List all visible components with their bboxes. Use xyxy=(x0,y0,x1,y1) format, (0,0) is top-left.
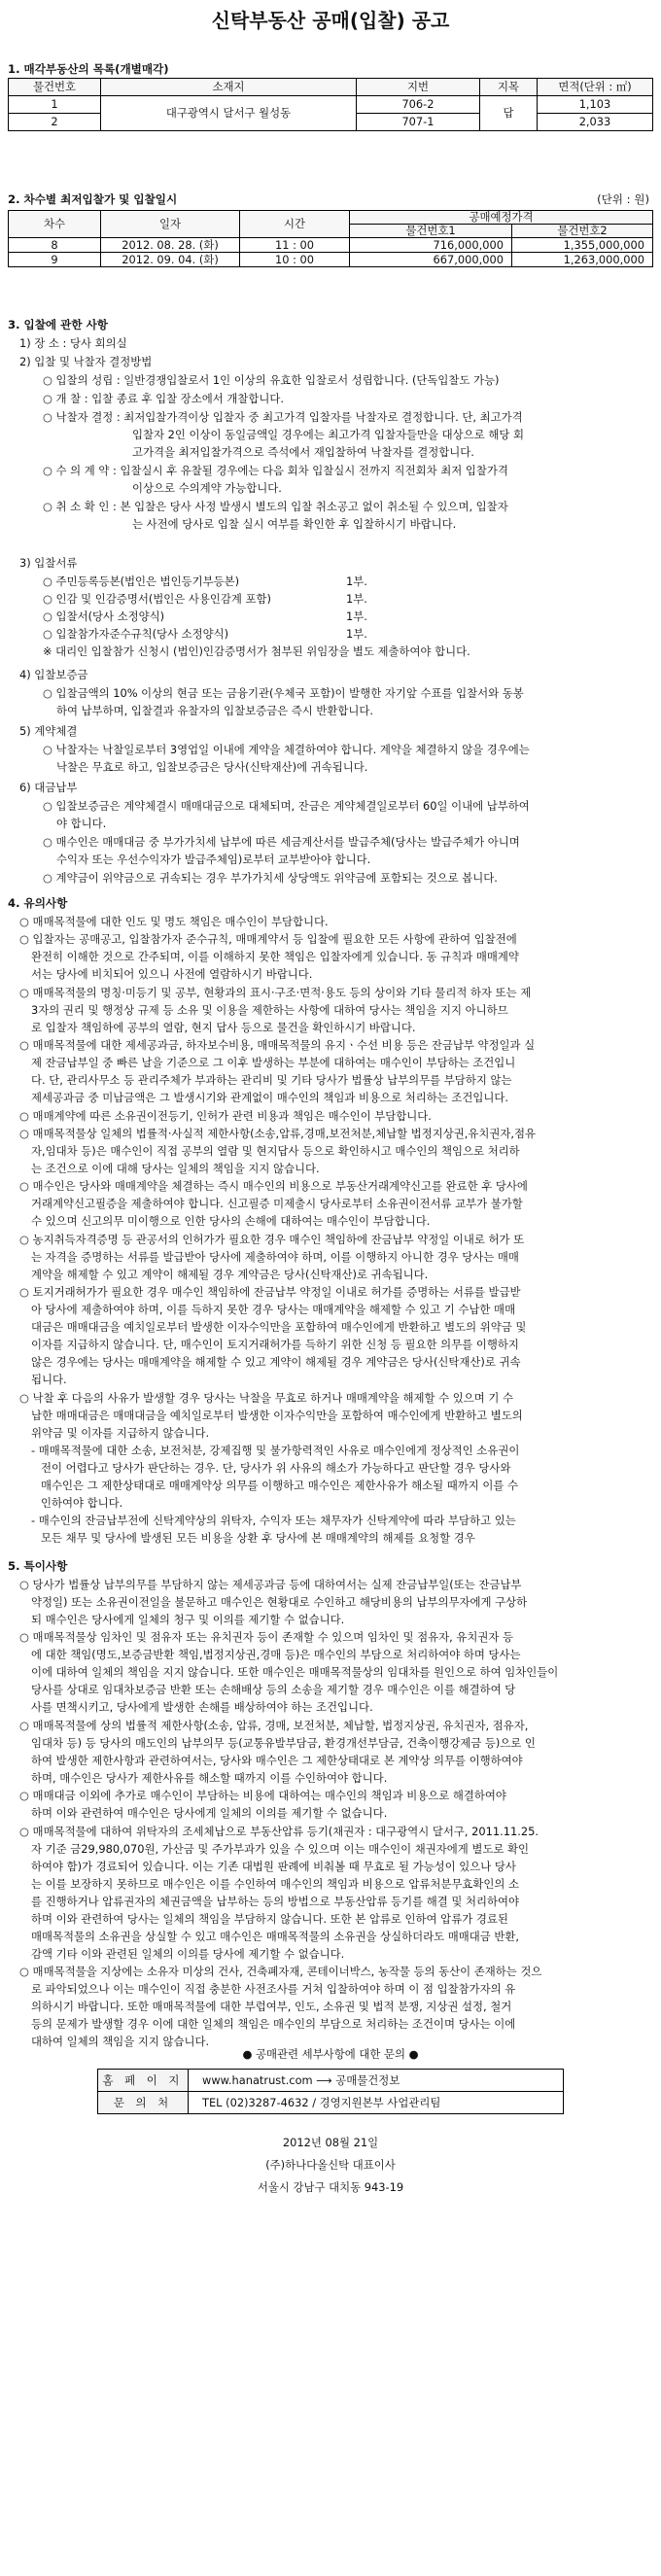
notice-line: 하며, 매수인은 당사가 제한사유를 해소할 때까지 이를 수인하여야 합니다. xyxy=(31,1770,388,1785)
notice-line: ○ 매매목적물상 일체의 법률적·사실적 제한사항(소송,압류,경매,보전처분,체납할 법정지상권,유치권자,점유 xyxy=(19,1127,536,1140)
price-2: 1,263,000,000 xyxy=(512,253,653,267)
notice-line: 자,임대차 등)은 매수인이 직접 공부의 열람 및 현지답사 등으로 확인하시고 매수인의 책임으로 처리하 xyxy=(31,1144,520,1158)
header-item-no: 물건번호 xyxy=(9,79,101,96)
rule-cancel-cont: 는 사전에 당사로 입찰 실시 여부를 확인한 후 입찰하시기 바랍니다. xyxy=(132,517,457,531)
notice-line: 약정일) 또는 소유권이전일을 불문하고 매수인은 현황대로 수인하고 해당비용의 납부의무자에게 구상하 xyxy=(31,1595,528,1609)
contract-heading: 5) 계약체결 xyxy=(19,724,78,738)
notice-line: 사를 면책시키고, 당사에게 발생한 손해를 배상하여야 하는 조건입니다. xyxy=(31,1700,373,1715)
method-heading: 2) 입찰 및 낙찰자 결정방법 xyxy=(19,355,153,368)
notice-line: ○ 매매목적물의 명칭·미등기 및 공부, 현황과의 표시·구조·면적·용도 등의 상이와 기타 물리적 하자 또는 제 xyxy=(19,985,532,999)
homepage-link[interactable]: www.hanatrust.com ⟶ 공매물건정보 xyxy=(189,2070,564,2092)
notice-line: - 매매목적물에 대한 소송, 보전처분, 강제집행 및 불가항력적인 사유로 매수인에게 정상적인 소유권이 xyxy=(31,1443,520,1457)
notice-line: 감액 기타 이와 관련된 일체의 이의를 당사에 제기할 수 없습니다. xyxy=(31,1946,345,1961)
notice-line: 는 이를 보장하지 못하므로 매수인은 이를 수인하여 매수인의 책임과 비용으로 압류처분무효확인의 소 xyxy=(31,1876,519,1891)
lot: 707-1 xyxy=(357,114,480,131)
notice-line: ○ 매매목적물에 대하여 위탁자의 조세체납으로 부동산압류 등기(채권자 : 대구광역시 달서구, 2011.11.25. xyxy=(19,1824,539,1838)
notice-line: - 매수인의 잔금납부전에 신탁계약상의 위탁자, 수익자 또는 채무자가 신탁계약에 따라 부담하고 있는 xyxy=(31,1513,516,1527)
notice-line: 전이 어렵다고 당사가 판단하는 경우. 단, 당사가 위 사유의 해소가 가능하다고 판단할 경우 당사와 xyxy=(41,1460,511,1475)
payment-text: ○ 계약금이 위약금으로 귀속되는 경우 부가가치세 상당액도 위약금에 포함되는 것으로 봅니다. xyxy=(43,871,498,885)
notice-line: ○ 당사가 법률상 납부의무를 부담하지 않는 제세공과금 등에 대하여서는 실제 잔금납부일(또는 잔금납부 xyxy=(19,1578,522,1591)
notice-line: 매매목적물의 소유권을 상실할 수 있고 매수인은 매매목적물의 소유권을 상실하더라도 매매대금 반환, xyxy=(31,1929,519,1943)
homepage-label: 홈 페 이 지 xyxy=(98,2070,189,2092)
payment-text-cont: 야 합니다. xyxy=(56,817,107,830)
document-item: ○ 입찰서(당사 소정양식) xyxy=(43,609,165,623)
notice-line: ○ 토지거래허가가 필요한 경우 매수인 책임하에 잔금납부 약정일 이내로 허가를 증명하는 서류를 발급받 xyxy=(19,1285,521,1300)
rule-private-contract-cont: 이상으로 수의계약 가능합니다. xyxy=(132,481,282,495)
notice-line: 당사를 상대로 임대차보증금 반환 또는 손해배상 등의 소송을 제기할 경우 매수인은 이를 해결하여 당 xyxy=(31,1683,516,1697)
table-row xyxy=(9,238,653,253)
item-no: 1 xyxy=(9,96,101,114)
rule-winner-cont: 입찰자 2인 이상이 동일금액일 경우에는 최고가격 입찰자들만을 대상으로 해당 회 xyxy=(132,428,524,441)
company-address: 서울시 강남구 대치동 943-19 xyxy=(257,2180,404,2194)
notice-line: 됩니다. xyxy=(31,1373,67,1387)
notice-line: 다. 단, 관리사무소 등 관리주체가 부과하는 관리비 및 기타 당사가 법률상 납부의무를 부담하지 않는 xyxy=(31,1073,512,1088)
notice-line: ○ 입찰자는 공매공고, 입찰참가자 준수규칙, 매매계약서 등 입찰에 필요한 모든 사항에 관하여 입찰전에 xyxy=(19,932,517,947)
notice-line: ○ 매수인은 당사와 매매계약을 체결하는 즉시 매수인의 비용으로 부동산거래계약신고를 완료한 후 당사에 xyxy=(19,1179,528,1194)
notice-line: ○ 농지취득자격증명 등 관공서의 인허가가 필요한 경우 매수인 책임하에 잔금납부 약정일 이내로 허가 또 xyxy=(19,1232,525,1246)
contact-value: TEL (02)3287-4632 / 경영지원본부 사업관리팀 xyxy=(189,2092,564,2114)
table-row xyxy=(9,253,653,267)
notice-line: 하며 이와 관련하여 매수인은 당사에게 일체의 이의를 제기할 수 없습니다. xyxy=(31,1806,388,1821)
notice-line: 제세공과금 중 미납금액은 그 발생시기와 관계없이 매수인의 책임과 비용으로 처리하는 조건입니다. xyxy=(31,1091,508,1105)
notice-line: 로 입찰자 책임하에 공부의 열람, 현지 답사 등으로 물건을 확인하시기 바랍니다. xyxy=(31,1020,416,1034)
deposit-text: ○ 입찰금액의 10% 이상의 현금 또는 금융기관(우체국 포함)이 발행한 자기앞 수표를 입찰서와 동봉 xyxy=(43,686,524,700)
header-land-type: 지목 xyxy=(480,79,538,96)
document-qty: 1부. xyxy=(346,592,367,606)
notice-line: 이자를 지급하지 않습니다. 단, 매수인이 토지거래허가를 득하기 위한 신청 등 필요한 의무를 이행하지 xyxy=(31,1338,519,1352)
document-item: ○ 주민등록등본(법인은 법인등기부등본) xyxy=(43,574,240,588)
notice-line: 완전히 이해한 것으로 간주되며, 이를 이해하지 못한 책임은 입찰자에게 있습니다. 동 규칙과 매매계약 xyxy=(31,950,519,964)
rule-winner: ○ 낙찰자 결정 : 최저입찰가격이상 입찰자 중 최고가격 입찰자를 낙찰자로 결정합니다. 단, 최고가격 xyxy=(43,410,523,424)
notice-line: 자 기준 금29,980,070원, 가산금 및 주가부과가 있을 수 있으며 이는 매수인이 채권자에게 별도로 확인 xyxy=(31,1841,530,1856)
location: 대구광역시 달서구 월성동 xyxy=(101,96,357,131)
notice-line: 하며 이와 관련하여 당사는 일체의 책임을 부담하지 않습니다. 또한 본 압류로 인하여 압류가 경료된 xyxy=(31,1911,508,1926)
payment-heading: 6) 대금납부 xyxy=(19,781,78,794)
round: 9 xyxy=(9,253,101,267)
header-item-2: 물건번호2 xyxy=(512,225,653,238)
property-list-table xyxy=(8,78,653,131)
notice-line: 매수인은 그 제한상태대로 매매계약상 의무를 이행하고 매수인은 제한사유가 해소될 때까지 이를 수 xyxy=(41,1478,518,1492)
notice-line: ○ 매매목적물에 대한 인도 및 명도 책임은 매수인이 부담합니다. xyxy=(19,915,329,928)
header-lot: 지번 xyxy=(357,79,480,96)
time: 11 : 00 xyxy=(240,238,350,253)
lot: 706-2 xyxy=(357,96,480,114)
rule-cancel: ○ 취 소 확 인 : 본 입찰은 당사 사정 발생시 별도의 입찰 취소공고 없이 취소될 수 있으며, 입찰자 xyxy=(43,500,508,513)
price-1: 667,000,000 xyxy=(350,253,512,267)
rule-opening: ○ 개 찰 : 입찰 종료 후 입찰 장소에서 개찰합니다. xyxy=(43,392,285,405)
notice-line: ○ 매매대금 이외에 추가로 매수인이 부담하는 비용에 대하여는 매수인의 책임과 비용으로 해결하여야 xyxy=(19,1789,506,1803)
contract-text: ○ 낙찰자는 낙찰일로부터 3영업일 이내에 계약을 체결하여야 합니다. 계약을 체결하지 않을 경우에는 xyxy=(43,743,530,756)
notice-line: 않은 경우에는 당사는 매매계약을 해제할 수 있고 계약이 해제될 경우 계약금은 당사(신탁재산)로 귀속 xyxy=(31,1355,521,1370)
payment-text: ○ 매수인은 매매대금 중 부가가치세 납부에 따른 세금계산서를 발급주체(당사는 발급주체가 아니며 xyxy=(43,835,520,849)
notice-line: 계약을 해제할 수 있고 계약이 해제될 경우 계약금은 당사(신탁재산)로 귀속됩니다. xyxy=(31,1267,429,1281)
notice-line: 아 당사에 제출하여야 하며, 이를 득하지 못한 경우 당사는 매매계약을 해제할 수 있고 기 수납한 매매 xyxy=(31,1303,516,1317)
notice-line: 에 대한 책임(명도,보증금반환 책임,법정지상권,경매 등)은 매수인의 부담으로 처리하여야 하며 당사는 xyxy=(31,1648,521,1662)
notice-line: 수 있으며 신고의무 미이행으로 인한 당사의 손해에 대하여는 매수인이 부담합니다. xyxy=(31,1214,431,1229)
contract-text-cont: 낙찰은 무효로 하고, 입찰보증금은 당사(신탁재산)에 귀속됩니다. xyxy=(56,760,368,774)
document-item: ○ 인감 및 인감증명서(법인은 사용인감계 포함) xyxy=(43,592,271,606)
header-date: 일자 xyxy=(101,211,240,238)
round: 8 xyxy=(9,238,101,253)
header-area: 면적(단위 : ㎡) xyxy=(538,79,653,96)
notice-line: 모든 채무 및 당사에 발생된 모든 비용을 상환 후 당사에 본 매매계약의 해제를 요청할 경우 xyxy=(41,1530,475,1545)
notice-line: 하여 발생한 제한사항과 관련하여서는, 당사와 매수인은 그 제한상태대로 본 계약상 의무를 이행하여야 xyxy=(31,1753,523,1767)
deposit-text-cont: 하여 납부하며, 입찰결과 유찰자의 입찰보증금은 즉시 반환합니다. xyxy=(56,704,374,717)
header-time: 시간 xyxy=(240,211,350,238)
contact-table xyxy=(97,2069,564,2114)
table-row xyxy=(9,96,653,114)
notice-line: 거래계약신고필증을 제출하여야 합니다. 신고필증 미제출시 당사로부터 소유권이전서류 교부가 불가할 xyxy=(31,1197,523,1211)
notice-line: 인하여야 합니다. xyxy=(41,1495,123,1510)
page-title: 신탁부동산 공매(입찰) 공고 xyxy=(211,9,450,32)
notice-line: 위약금 및 이자를 지급하지 않습니다. xyxy=(31,1425,210,1440)
rule-private-contract: ○ 수 의 계 약 : 입찰실시 후 유찰될 경우에는 다음 회차 입찰실시 전까지 직전회차 최저 입찰가격 xyxy=(43,464,508,477)
price-1: 716,000,000 xyxy=(350,238,512,253)
notice-line: 대금은 매매대금을 예치일로부터 발생한 이자수익만을 포함하여 매수인에게 반환하고 별도의 위약금 및 xyxy=(31,1320,527,1335)
date: 2012. 08. 28. (화) xyxy=(101,238,240,253)
contact-label: 문 의 처 xyxy=(98,2092,189,2114)
notice-line: 3자의 권리 및 행정상 규제 등 소유 및 이용을 제한하는 사항에 대하여 당사는 책임을 지지 아니하므 xyxy=(31,1002,508,1017)
notice-line: ○ 매매목적물에 상의 법률적 제한사항(소송, 압류, 경매, 보전처분, 체납할, 법정지상권, 유치권자, 점유자, xyxy=(19,1718,529,1732)
header-planned-price: 공매예정가격 xyxy=(350,211,653,225)
section-3-heading: 3. 입찰에 관한 사항 xyxy=(8,318,108,331)
notice-line: 등의 문제가 발생할 경우 이에 대한 일체의 책임은 매수인의 부담으로 처리하는 조건이며 당사는 이에 xyxy=(31,2017,516,2031)
notice-line: 로 파악되었으나 이는 매수인이 직접 충분한 사전조사를 거쳐 입찰하여야 하며 이 점 입찰참가자의 유 xyxy=(31,1982,516,1996)
documents-note: ※ 대리인 입찰참가 신청시 (법인)인감증명서가 첨부된 위임장을 별도 제출하여야 합니다. xyxy=(43,644,470,658)
inquiry-banner: ● 공매관련 세부사항에 대한 문의 ● xyxy=(242,2047,419,2061)
item-no: 2 xyxy=(9,114,101,131)
notice-line: ○ 매매계약에 따른 소유권이전등기, 인허가 관련 비용과 책임은 매수인이 부담합니다. xyxy=(19,1108,432,1123)
payment-text-cont: 수익자 또는 우선수익자가 발급주체임)로부터 교부받아야 합니다. xyxy=(56,853,371,866)
section-1-heading: 1. 매각부동산의 목록(개별매각) xyxy=(8,62,169,76)
land-type: 답 xyxy=(480,96,538,131)
notice-line: 를 진행하거나 압류권자의 체권금액을 납부하는 등의 방법으로 부동산압류 등기를 해결 및 처리하여야 xyxy=(31,1894,519,1908)
area: 2,033 xyxy=(538,114,653,131)
time: 10 : 00 xyxy=(240,253,350,267)
notice-line: 서는 당사에 비치되어 있으니 사전에 열람하시기 바랍니다. xyxy=(31,967,313,982)
section-4-heading: 4. 유의사항 xyxy=(8,896,68,910)
header-location: 소재지 xyxy=(101,79,357,96)
notice-line: 의하시기 바랍니다. 또한 매매목적물에 대한 부럽여부, 인도, 소유권 및 법적 분쟁, 지상권 설정, 철거 xyxy=(31,2000,512,2013)
notice-line: 납한 매매대금은 매매대금을 예치일로부터 발생한 이자수익만을 포함하여 매수인에게 반환하고 별도의 xyxy=(31,1408,523,1422)
section-5-heading: 5. 특이사항 xyxy=(8,1559,68,1573)
notice-line: 대하여 일체의 책임을 지지 않습니다. xyxy=(31,2035,210,2048)
notice-date: 2012년 08월 21일 xyxy=(282,2136,379,2149)
rule-winner-cont: 고가격을 최저입찰가격으로 즉석에서 재입찰하여 낙찰자를 결정합니다. xyxy=(132,445,474,459)
deposit-heading: 4) 입찰보증금 xyxy=(19,668,88,681)
notice-line: 이에 대하여 일체의 책임을 지지 않습니다. 또한 매수인은 매매목적물상의 임대차를 원인으로 하여 임차인들이 xyxy=(31,1665,559,1680)
price-2: 1,355,000,000 xyxy=(512,238,653,253)
venue-line: 1) 장 소 : 당사 회의실 xyxy=(19,336,127,350)
company-name: (주)하나다올신탁 대표이사 xyxy=(265,2158,396,2172)
area: 1,103 xyxy=(538,96,653,114)
document-qty: 1부. xyxy=(346,574,367,588)
document-qty: 1부. xyxy=(346,609,367,623)
section-2-title: 2. 차수별 최저입찰가 및 입찰일시 xyxy=(8,192,178,206)
notice-line: 제 잔금납부일 중 빠른 날을 기준으로 그 이후 발생하는 부분에 대하여는 매수인이 부담하는 조건입니 xyxy=(31,1056,516,1070)
payment-text: ○ 입찰보증금은 계약체결시 매매대금으로 대체되며, 잔금은 계약체결일로부터 60일 이내에 납부하여 xyxy=(43,799,530,813)
notice-line: 하여야 함)가 경료되어 있습니다. 이는 기존 대법원 판례에 비춰볼 때 무효로 될 가능성이 있으나 당사 xyxy=(31,1859,516,1873)
rule-validity: ○ 입찰의 성립 : 일반경쟁입찰로서 1인 이상의 유효한 입찰로서 성립합니다. (단독입찰도 가능) xyxy=(43,373,500,387)
bid-schedule-table xyxy=(8,210,653,267)
notice-line: ○ 매매목적물을 지상에는 소유자 미상의 건사, 건축폐자재, 콘테이너박스, 농작물 등의 동산이 존재하는 것으 xyxy=(19,1965,542,1978)
notice-line: 는 자격을 증명하는 서류를 발급받아 당사에 제출하여야 하며, 이를 이행하지 아니한 경우 당사는 매매 xyxy=(31,1249,519,1264)
document-qty: 1부. xyxy=(346,627,367,641)
notice-line: ○ 매매목적물에 대한 제세공과금, 하자보수비용, 매매목적물의 유지ㆍ수선 비용 등은 잔금납부 약정일과 실 xyxy=(19,1038,536,1053)
documents-heading: 3) 입찰서류 xyxy=(19,556,78,570)
date: 2012. 09. 04. (화) xyxy=(101,253,240,267)
unit-label: (단위 : 원) xyxy=(597,192,649,206)
notice-line: 임대차 등) 등 당사의 매도인의 납부의무 등(교통유발부담금, 환경개선부담금, 건축이행강제금 등)으로 인 xyxy=(31,1735,536,1750)
notice-line: ○ 매매목적물상 임차인 및 점유자 또는 유치권자 등이 존재할 수 있으며 임차인 및 점유자, 유치권자 등 xyxy=(19,1630,514,1645)
header-round: 차수 xyxy=(9,211,101,238)
document-item: ○ 입찰참가자준수규칙(당사 소정양식) xyxy=(43,627,229,641)
notice-line: ○ 낙찰 후 다음의 사유가 발생할 경우 당사는 낙찰을 무효로 하거나 매매계약을 해제할 수 있으며 기 수 xyxy=(19,1390,514,1405)
section-2-heading xyxy=(8,191,653,208)
notice-line: 는 조건으로 이에 대해 당사는 일체의 책임을 지지 않습니다. xyxy=(31,1162,320,1175)
notice-line: 되 매수인은 당사에게 일체의 청구 및 이의를 제기할 수 없습니다. xyxy=(31,1613,345,1626)
header-item-1: 물건번호1 xyxy=(350,225,512,238)
